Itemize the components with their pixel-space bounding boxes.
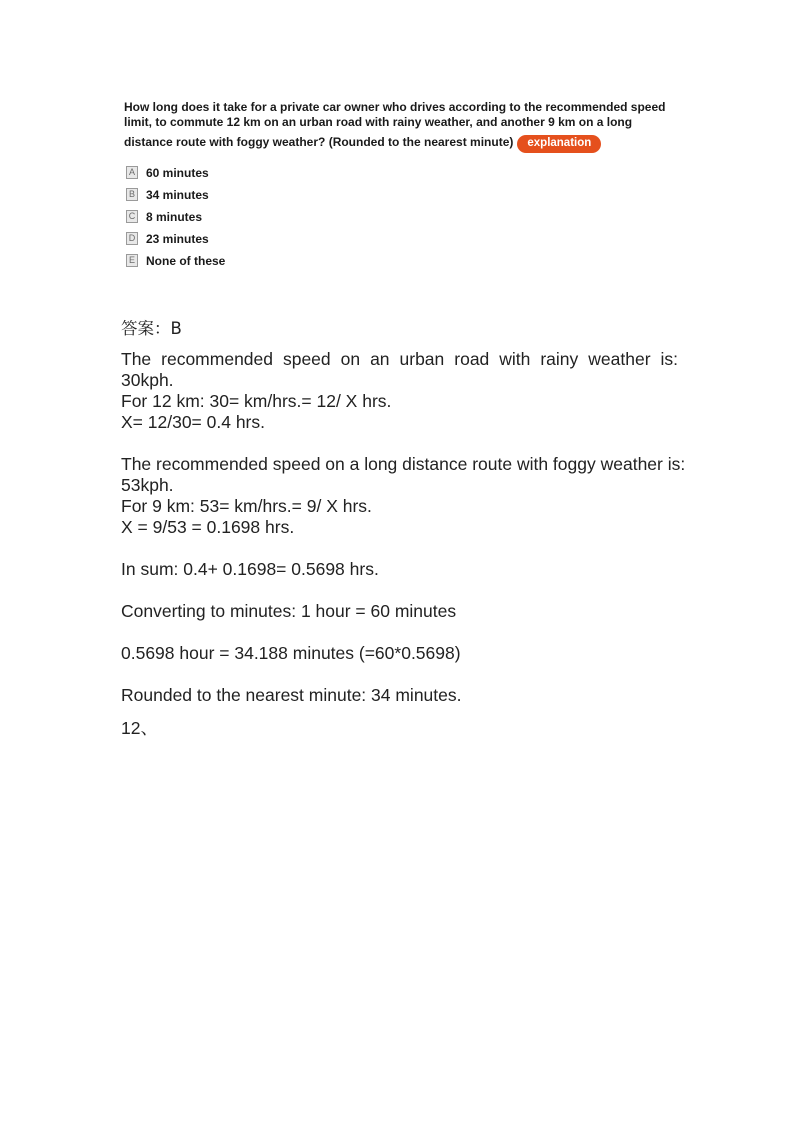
option-letter-icon: C: [126, 210, 138, 223]
solution-conversion: Converting to minutes: 1 hour = 60 minutes: [121, 601, 457, 621]
solution-line-2: For 12 km: 30= km/hrs.= 12/ X hrs.: [121, 391, 392, 411]
solution-line-3: X= 12/30= 0.4 hrs.: [121, 412, 265, 432]
option-e[interactable]: [126, 253, 225, 269]
solution-paragraph-4: The recommended speed on a long distance route with foggy weather is: 53kph.: [121, 454, 686, 495]
solution-line-5: For 9 km: 53= km/hrs.= 9/ X hrs.: [121, 496, 372, 516]
option-letter-icon: E: [126, 254, 138, 267]
solution-line-6: X = 9/53 = 0.1698 hrs.: [121, 517, 295, 537]
next-question-number: 12、: [121, 718, 158, 738]
option-d[interactable]: [126, 231, 209, 247]
option-text: 34 minutes: [146, 187, 209, 202]
option-text: 8 minutes: [146, 209, 203, 224]
question-text: [124, 100, 684, 153]
option-text: 60 minutes: [146, 165, 209, 180]
option-text: None of these: [146, 253, 226, 268]
question-line-3: [124, 135, 601, 153]
option-b[interactable]: [126, 187, 209, 203]
option-c[interactable]: [126, 209, 202, 225]
option-text: 23 minutes: [146, 231, 209, 246]
question-line-3-text: distance route with foggy weather? (Rounded to the nearest minute): [124, 135, 514, 149]
solution-sum: In sum: 0.4+ 0.1698= 0.5698 hrs.: [121, 559, 379, 579]
solution-minutes: 0.5698 hour = 34.188 minutes (=60*0.5698): [121, 643, 461, 663]
question-line-1: How long does it take for a private car owner who drives according to the recommended speed: [124, 100, 666, 114]
answer-label: 答案：B: [121, 319, 182, 338]
solution-rounded: Rounded to the nearest minute: 34 minutes.: [121, 685, 462, 705]
solution-paragraph-1: The recommended speed on an urban road with rainy weather is: 30kph.: [121, 349, 678, 390]
option-letter-icon: A: [126, 166, 138, 179]
explanation-button[interactable]: explanation: [517, 135, 601, 153]
option-a[interactable]: [126, 165, 209, 181]
option-letter-icon: D: [126, 232, 138, 245]
option-letter-icon: B: [126, 188, 138, 201]
question-line-2: limit, to commute 12 km on an urban road with rainy weather, and another 9 km on a long: [124, 115, 633, 129]
